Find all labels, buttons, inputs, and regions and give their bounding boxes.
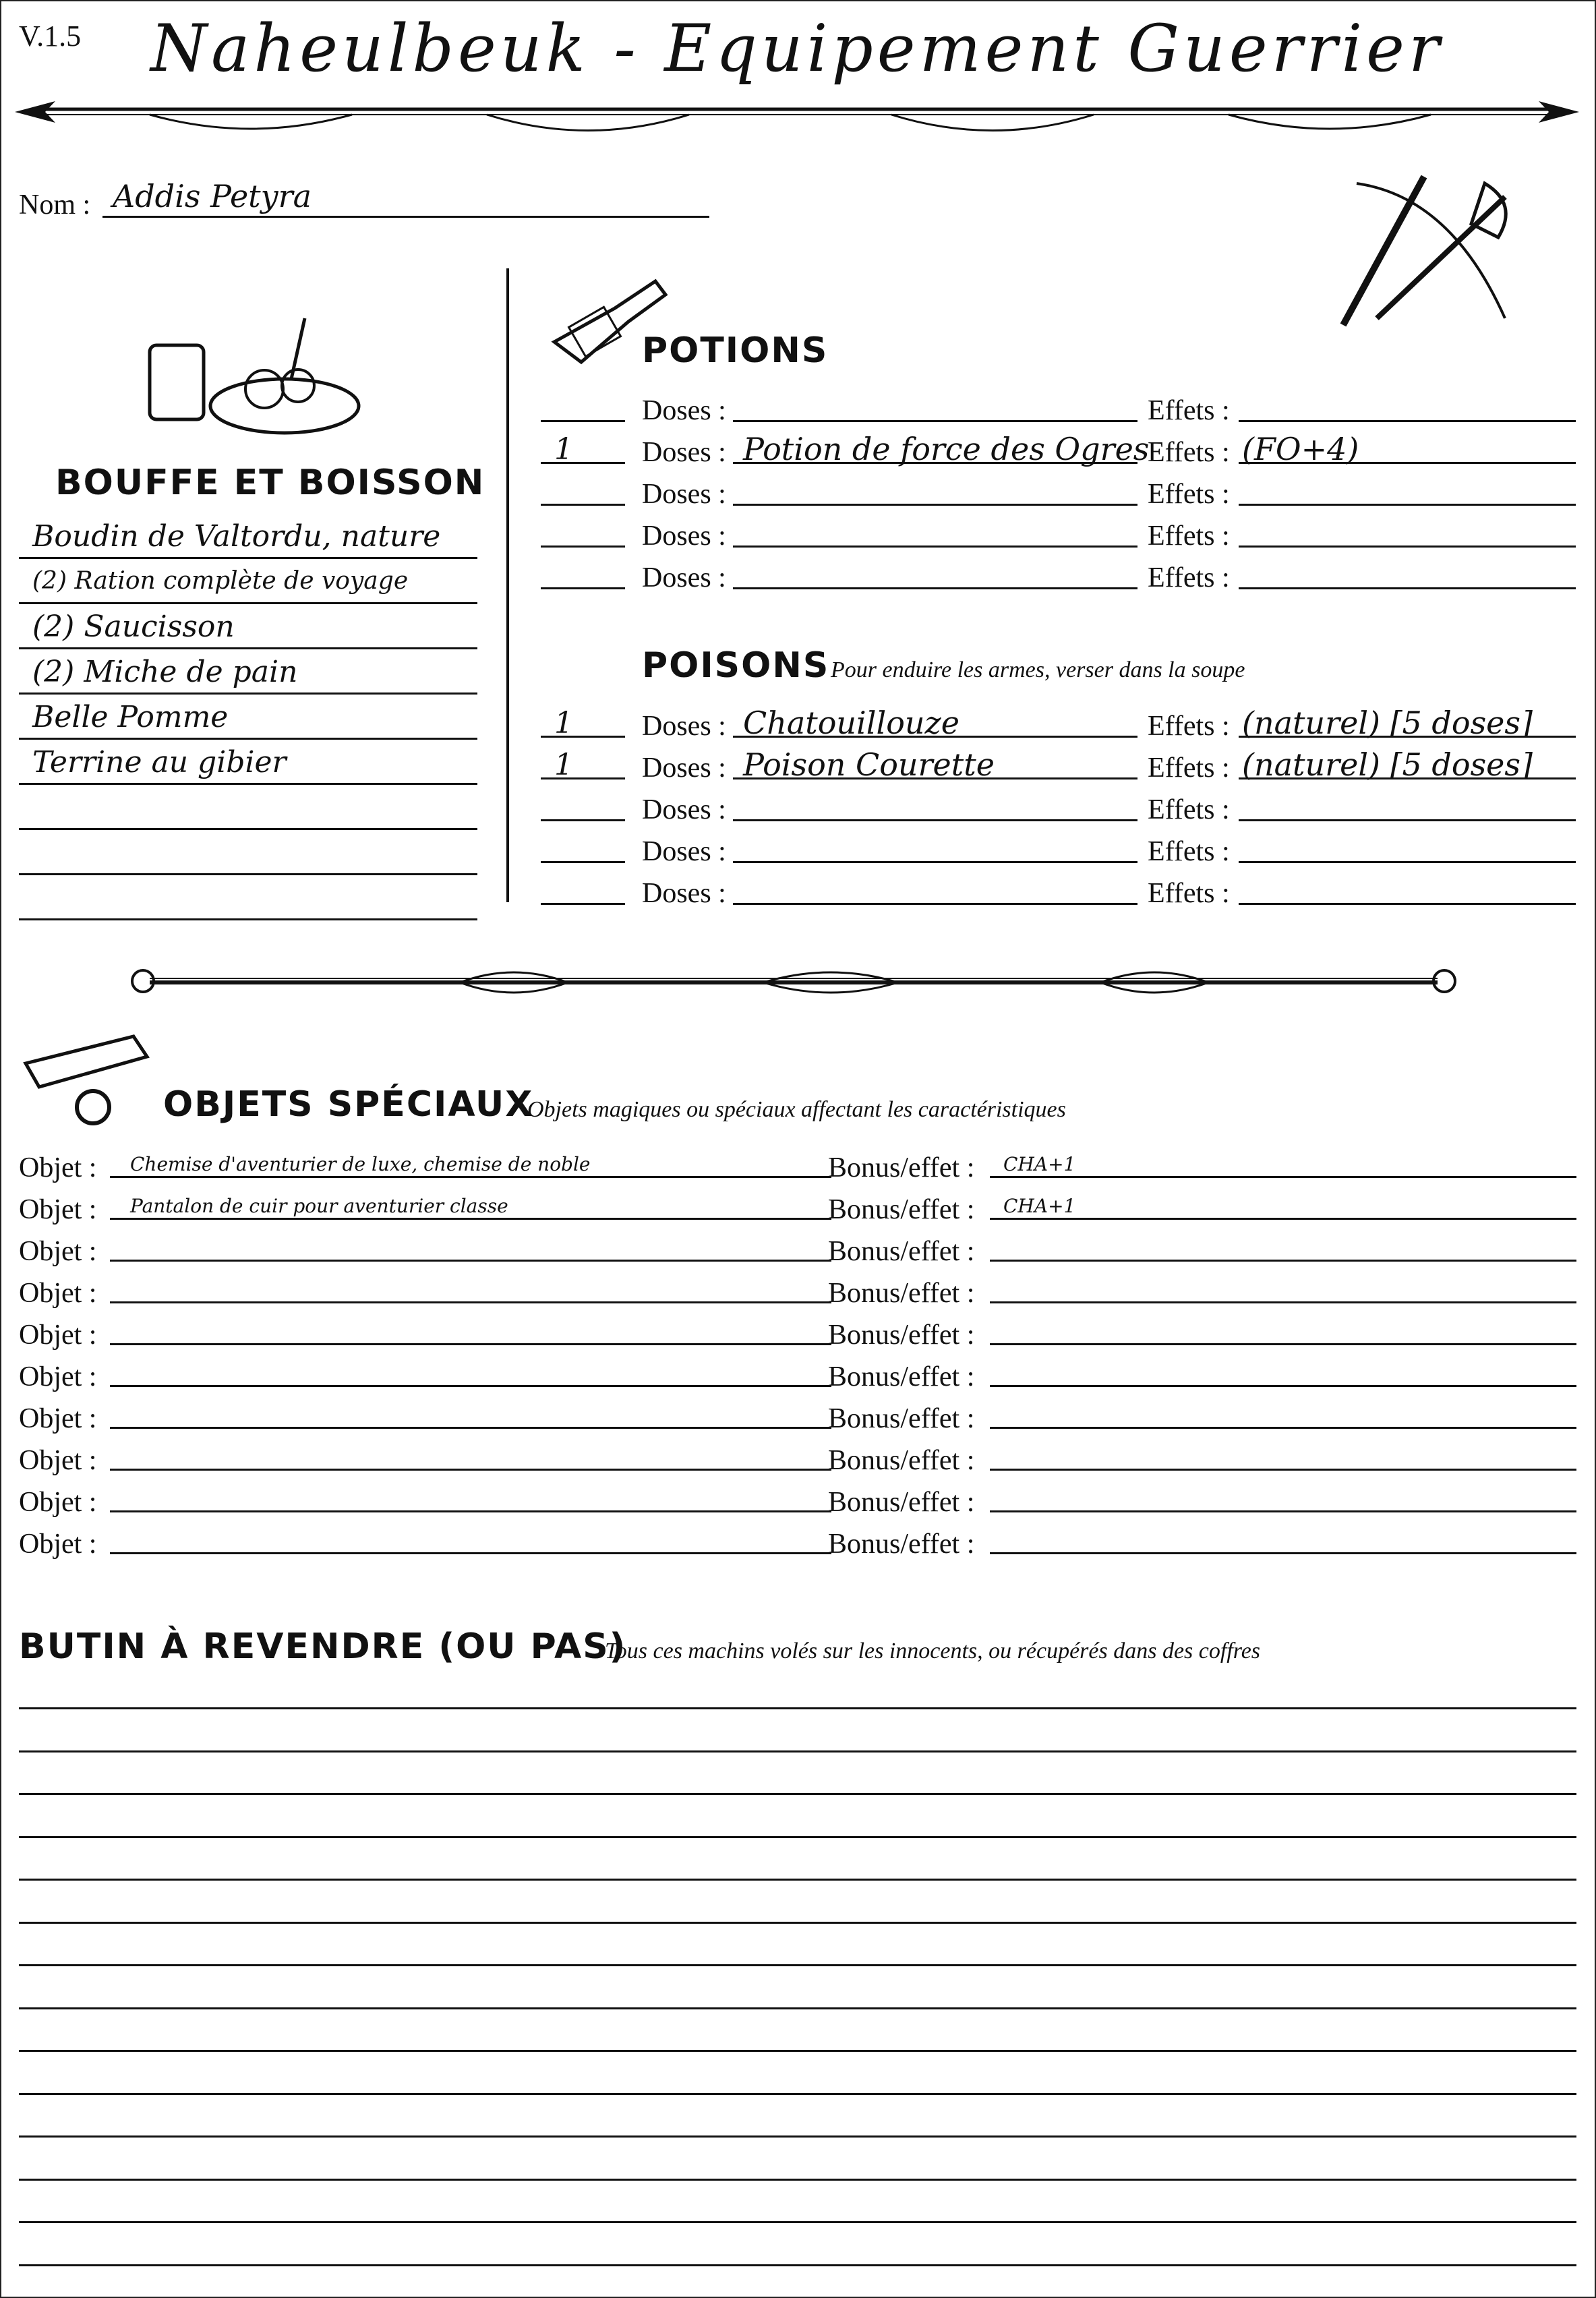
scroll-ring-icon	[19, 1030, 160, 1131]
poison-row: 1 Doses : Chatouillouze Effets : (naturel) [5 doses]	[541, 705, 1579, 746]
potions-table	[541, 389, 1579, 598]
potion-row: 1 Doses : Potion de force des Ogres Effets : (FO+4)	[541, 431, 1579, 473]
special-objet[interactable]: Pantalon de cuir pour aventurier classe	[130, 1195, 508, 1217]
special-row: Objet : Chemise d'aventurier de luxe, chemise de noble Bonus/effet : CHA+1	[19, 1148, 1576, 1189]
poison-row: Doses : Effets :	[541, 830, 1579, 872]
poison-effect[interactable]: (naturel) [5 doses]	[1242, 746, 1533, 783]
special-row: Objet : Pantalon de cuir pour aventurier classe Bonus/effet : CHA+1	[19, 1189, 1576, 1231]
nom-line	[102, 216, 709, 218]
butin-line[interactable]	[19, 2135, 1576, 2138]
butin-line[interactable]	[19, 2179, 1576, 2181]
poison-row: Doses : Effets :	[541, 788, 1579, 830]
food-item[interactable]	[19, 785, 477, 830]
special-row: Objet : Bonus/effet :	[19, 1315, 1576, 1357]
food-item[interactable]: (2) Ration complète de voyage	[19, 559, 477, 604]
potion-qty[interactable]: 1	[554, 432, 573, 467]
butin-line[interactable]	[19, 2007, 1576, 2009]
staff-divider-icon	[123, 962, 1465, 1003]
nom-label: Nom :	[19, 189, 91, 220]
poison-qty[interactable]: 1	[554, 748, 573, 782]
poisons-table	[541, 705, 1579, 914]
butin-line[interactable]	[19, 1793, 1576, 1795]
food-list	[19, 514, 477, 920]
poison-row: Doses : Effets :	[541, 872, 1579, 914]
butin-heading: BUTIN À REVENDRE (OU PAS)	[19, 1626, 627, 1667]
special-row: Objet : Bonus/effet :	[19, 1231, 1576, 1273]
butin-line[interactable]	[19, 2264, 1576, 2266]
food-item[interactable]	[19, 875, 477, 920]
special-row: Objet : Bonus/effet :	[19, 1482, 1576, 1524]
spear-divider-icon	[15, 89, 1579, 143]
potion-row: Doses : Effets :	[541, 389, 1579, 431]
butin-line[interactable]	[19, 1879, 1576, 1881]
food-item[interactable]: (2) Saucisson	[19, 604, 477, 649]
potion-row: Doses : Effets :	[541, 473, 1579, 514]
special-bonus[interactable]: CHA+1	[1003, 1195, 1076, 1217]
potion-row: Doses : Effets :	[541, 514, 1579, 556]
special-row: Objet : Bonus/effet :	[19, 1357, 1576, 1398]
crossed-weapons-icon	[1330, 156, 1532, 338]
special-heading: OBJETS SPÉCIAUX	[163, 1084, 534, 1125]
special-bonus[interactable]: CHA+1	[1003, 1153, 1076, 1175]
special-row: Objet : Bonus/effet :	[19, 1273, 1576, 1315]
butin-lines[interactable]	[19, 1667, 1576, 2267]
special-row: Objet : Bonus/effet :	[19, 1524, 1576, 1566]
butin-line[interactable]	[19, 1964, 1576, 1966]
food-heading: BOUFFE ET BOISSON	[55, 463, 485, 503]
poison-name[interactable]: Chatouillouze	[743, 705, 959, 741]
special-objet[interactable]: Chemise d'aventurier de luxe, chemise de noble	[130, 1153, 591, 1175]
potions-heading: POTIONS	[642, 330, 829, 371]
butin-subtitle: Tous ces machins volés sur les innocents, ou récupérés dans des coffres	[605, 1639, 1261, 1663]
butin-line[interactable]	[19, 2221, 1576, 2223]
food-item[interactable]: Terrine au gibier	[19, 740, 477, 785]
butin-line[interactable]	[19, 1750, 1576, 1752]
potion-row: Doses : Effets :	[541, 556, 1579, 598]
butin-line[interactable]	[19, 2093, 1576, 2095]
nom-field[interactable]: Addis Petyra	[113, 178, 312, 214]
butin-line[interactable]	[19, 1707, 1576, 1709]
page-title: Naheulbeuk - Equipement Guerrier	[150, 11, 1444, 86]
potion-name[interactable]: Potion de force des Ogres	[743, 431, 1150, 467]
special-subtitle: Objets magiques ou spéciaux affectant les caractéristiques	[527, 1097, 1066, 1122]
column-divider	[506, 268, 509, 902]
special-row: Objet : Bonus/effet :	[19, 1398, 1576, 1440]
butin-line[interactable]	[19, 1922, 1576, 1924]
poisons-subtitle: Pour enduire les armes, verser dans la soupe	[831, 657, 1245, 682]
food-plate-icon	[136, 305, 365, 440]
poisons-heading: POISONS	[642, 645, 830, 686]
poison-name[interactable]: Poison Courette	[743, 746, 995, 783]
potion-effect[interactable]: (FO+4)	[1242, 431, 1359, 467]
food-item[interactable]	[19, 830, 477, 875]
food-item[interactable]: Boudin de Valtordu, nature	[19, 514, 477, 559]
butin-line[interactable]	[19, 1836, 1576, 1838]
poison-qty[interactable]: 1	[554, 706, 573, 740]
version-label: V.1.5	[19, 20, 82, 53]
poison-row: 1 Doses : Poison Courette Effets : (naturel) [5 doses]	[541, 746, 1579, 788]
special-row: Objet : Bonus/effet :	[19, 1440, 1576, 1482]
food-item[interactable]: (2) Miche de pain	[19, 649, 477, 695]
food-item[interactable]: Belle Pomme	[19, 695, 477, 740]
butin-line[interactable]	[19, 2050, 1576, 2052]
special-table	[19, 1148, 1576, 1566]
poison-effect[interactable]: (naturel) [5 doses]	[1242, 705, 1533, 741]
